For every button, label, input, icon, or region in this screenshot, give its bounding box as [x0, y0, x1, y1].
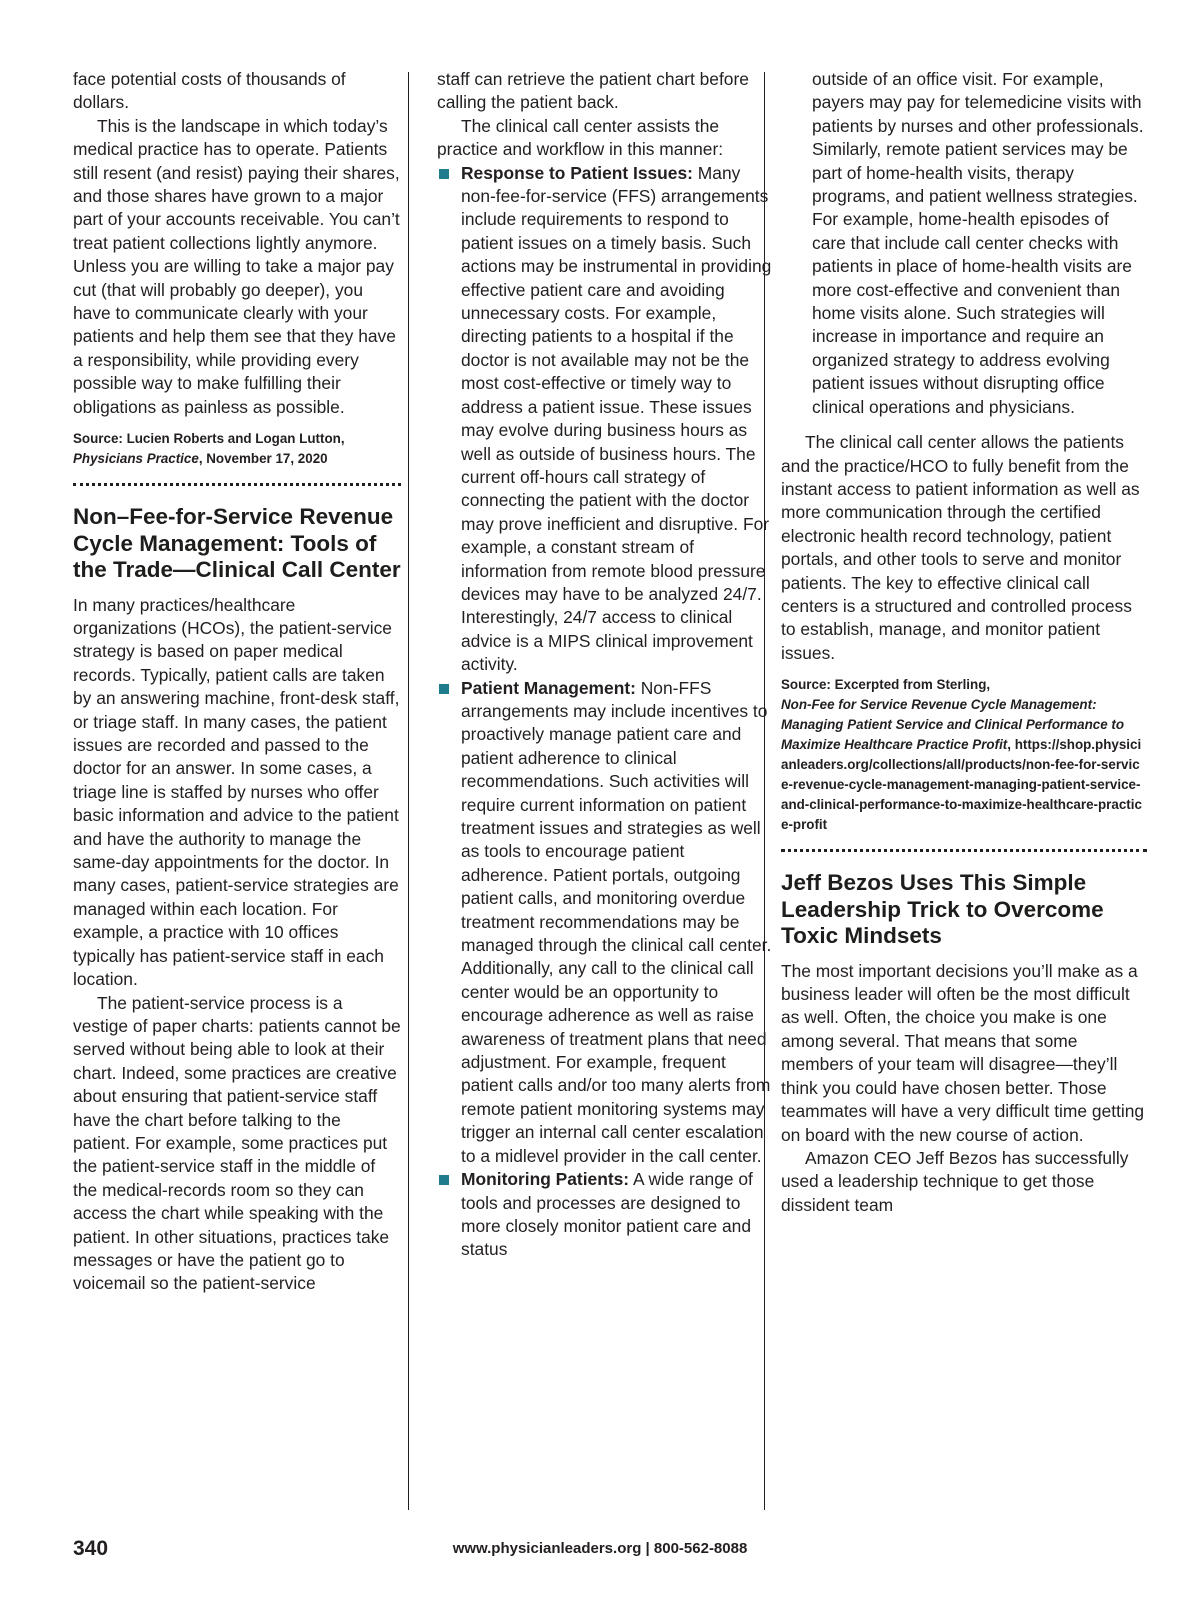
paragraph: The most important decisions you’ll make as a business leader will often be the most difficult as well. Often, the choice you make is one among several. That means that some members of your team will disagree—they’ll think you could have chosen better. Those teammates will have a very difficult time getting on board with the new course of action. [781, 960, 1145, 1145]
column-rule-left [408, 72, 409, 1510]
square-bullet-icon [439, 1175, 449, 1185]
bullet-list [437, 162, 773, 1262]
paragraph: The patient-service process is a vestige of paper charts: patients cannot be served without being able to look at their chart. Indeed, some practices are creative about ensuring that patient-service staff have the chart before talking to the patient. For example, some practices put the patient-service staff in the middle of the medical-records room so they can access the chart while speaking with the patient. In other situations, practices take messages or have the patient go to voicemail so the patient-service [73, 992, 401, 1294]
list-item [437, 677, 773, 1169]
column-1 [73, 68, 401, 1296]
square-bullet-icon [439, 169, 449, 179]
article-heading: Non–Fee-for-Service Revenue Cycle Management: Tools of the Trade—Clinical Call Center [73, 504, 401, 583]
bullet-text: Many non-fee-for-service (FFS) arrangements include requirements to respond to patient issues on a timely basis. Such actions may be instrumental in providing effective patient care and avoiding unnecessary costs. For example, directing patients to a hospital if the doctor is not available may not be the most cost-effective or timely way to address a patient issue. These issues may evolve during business hours as well as outside of business hours. The current off-hours call strategy of connecting the patient with the doctor may prove inefficient and disruptive. For example, a constant stream of information from remote blood pressure devices may have to be analyzed 24/7. Interestingly, 24/7 access to clinical advice is a MIPS clinical improvement activity. [461, 162, 772, 675]
list-item [437, 1168, 773, 1262]
paragraph: This is the landscape in which today’s medical practice has to operate. Patients still resent (and resist) paying their shares, and those shares have grown to a major part of your accounts receivable. You can’t treat patient collections lightly anymore. Unless you are willing to take a major pay cut (that will probably go deeper), you have to communicate clearly with your patients and help them see that they have a responsibility, while providing every possible way to make fulfilling their obligations as painless as possible. [73, 115, 400, 417]
bullet-text: A wide range of tools and processes are designed to more closely monitor patient care and status [461, 1169, 753, 1260]
paragraph: The clinical call center allows the patients and the practice/HCO to fully benefit from the instant access to patient information as well as more communication through the certified electronic health record technology, patient portals, and other tools to serve and monitor patients. The key to effective clinical call centers is a structured and controlled process to establish, manage, and monitor patient issues. [781, 432, 1140, 663]
bullet-label: Monitoring Patients: [461, 1169, 630, 1190]
paragraph: outside of an office visit. For example, payers may pay for telemedicine visits with patients by nurses and other professionals. Similarly, remote patient services may be part of home-health visits, therapy programs, and patient wellness strategies. For example, home-health episodes of care that include call center checks with patients in place of home-health visits are more cost-effective and convenient than home visits alone. Such strategies will increase in importance and require an organized strategy to address evolving patient issues without disrupting office clinical operations and physicians. [812, 69, 1144, 417]
source-prefix: Source: Lucien Roberts and Logan Lutton, [73, 431, 345, 447]
paragraph: The clinical call center assists the practice and workflow in this manner: [437, 115, 724, 160]
footer-contact[interactable]: www.physicianleaders.org | 800-562-8088 [452, 1540, 748, 1557]
bullet-label: Response to Patient Issues: [461, 162, 693, 183]
column-3 [781, 68, 1147, 1217]
paragraph: Amazon CEO Jeff Bezos has successfully used a leadership technique to get those dissident team [781, 1147, 1129, 1215]
paragraph: In many practices/healthcare organizations (HCOs), the patient-service strategy is based on paper medical records. Typically, patient calls are taken by an answering machine, front-desk staff, or triage staff. In many cases, the patient issues are recorded and passed to the doctor for an answer. In some cases, a triage line is staffed by nurses who offer basic information and advice to the patient and have the authority to manage the same-day appointments for the doctor. In many cases, patient-service strategies are managed within each location. For example, a practice with 10 offices typically has patient-service staff in each location. [73, 594, 400, 990]
bullet-label: Patient Management: [461, 677, 636, 698]
page-footer [0, 1537, 1200, 1567]
list-item [437, 162, 773, 677]
source-prefix: Source: Excerpted from Sterling, [781, 677, 991, 693]
bullet-text: Non-FFS arrangements may include incentives to proactively manage patient care and patient adherence to clinical recommendations. Such activities will require current information on patient treatment issues and strategies as well as tools to encourage patient adherence. Patient portals, outgoing patient calls, and monitoring overdue treatment recommendations may be managed through the clinical call center. Additionally, any call to the clinical call center would be an opportunity to encourage adherence as well as raise awareness of treatment plans that need adjustment. For example, frequent patient calls and/or too many alerts from remote patient monitoring systems may trigger an internal call center escalation to a midlevel provider in the call center. [461, 677, 772, 1166]
source-citation [73, 429, 401, 469]
page-number: 340 [73, 1537, 109, 1560]
paragraph: staff can retrieve the patient chart before calling the patient back. [437, 69, 749, 113]
source-citation [781, 675, 1147, 835]
square-bullet-icon [439, 684, 449, 694]
dotted-divider [781, 849, 1147, 852]
paragraph: face potential costs of thousands of dollars. [73, 69, 346, 113]
article-heading: Jeff Bezos Uses This Simple Leadership Trick to Overcome Toxic Mindsets [781, 870, 1104, 949]
source-url[interactable]: , https://shop.physicianleaders.org/collections/all/products/non-fee-for-service-revenue-cycle-management-managing-patient-service-and-clinical-performance-to-maximize-healthcare-practice-profit [781, 737, 1142, 833]
source-date: , November 17, 2020 [198, 451, 328, 467]
source-publication: Physicians Practice [73, 451, 199, 467]
dotted-divider [73, 483, 401, 486]
source-title: Non-Fee for Service Revenue Cycle Management: Managing Patient Service and Clinical Performance to Maximize Healthcare Practice Profit [781, 697, 1125, 753]
column-2 [437, 68, 773, 1262]
